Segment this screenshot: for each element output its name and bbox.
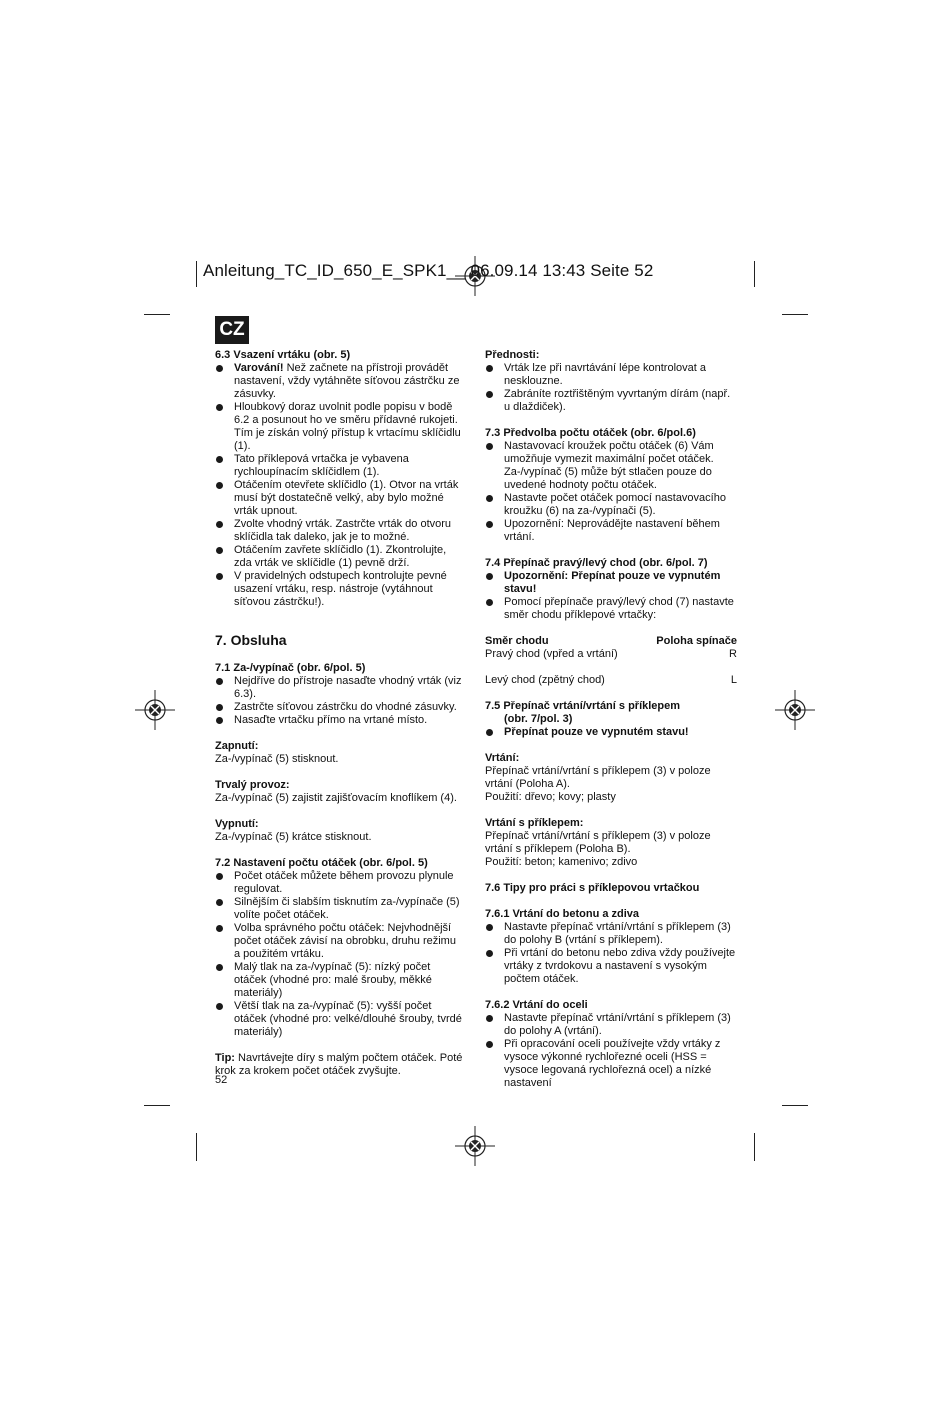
list-item: Nasaďte vrtačku přímo na vrtané místo. xyxy=(215,714,465,727)
table-row xyxy=(485,648,737,661)
section-title: 7.5 Přepínač vrtání/vrtání s příklepem xyxy=(485,700,681,712)
table-row xyxy=(485,674,737,687)
list-item: Při opracování oceli používejte vždy vrtáky z vysoce výkonné rychlořezné oceli (HSS = vysoce legovaná rychlořezná ocel) a nízké nastavení xyxy=(485,1038,737,1090)
list-item: Zvolte vhodný vrták. Zastrčte vrták do otvoru sklíčidla tak daleko, jak je to možné. xyxy=(215,518,465,544)
list-item: Volba správného počtu otáček: Nejvhodnější počet otáček závisí na obrobku, druhu režimu a použitém vrtáku. xyxy=(215,922,465,961)
page-number: 52 xyxy=(215,1074,228,1086)
language-tab: CZ xyxy=(215,316,249,344)
section-title: 7.6.1 Vrtání do betonu a zdiva xyxy=(485,908,640,920)
list-item: Přepínat pouze ve vypnutém stavu! xyxy=(485,726,737,739)
table-cell: Levý chod (zpětný chod) xyxy=(485,674,605,686)
list-item: Tato příklepová vrtačka je vybavena rychloupínacím sklíčidlem (1). xyxy=(215,453,465,479)
subheading: Vypnutí: xyxy=(215,818,259,830)
crop-mark xyxy=(754,261,755,287)
list-item: Silnějším či slabším tisknutím za-/vypínače (5) volíte počet otáček. xyxy=(215,896,465,922)
crop-mark xyxy=(782,314,808,315)
paragraph: Za-/vypínač (5) stisknout. xyxy=(215,753,339,765)
section-title-cont: (obr. 7/pol. 3) xyxy=(504,713,573,725)
print-slug-header: Anleitung_TC_ID_650_E_SPK1__ 06.09.14 13:43 Seite 52 xyxy=(203,261,654,280)
crop-mark xyxy=(144,1105,170,1106)
section-title: 7.6.2 Vrtání do oceli xyxy=(485,999,588,1011)
list-item: Nastavte přepínač vrtání/vrtání s příklepem (3) do polohy A (vrtání). xyxy=(485,1012,737,1038)
chapter-title: 7. Obsluha xyxy=(215,632,287,648)
table-cell: R xyxy=(729,648,737,660)
subheading: Zapnutí: xyxy=(215,740,259,752)
registration-mark-icon xyxy=(775,690,815,730)
crop-mark xyxy=(754,1133,755,1161)
section-title: 7.6 Tipy pro práci s příklepovou vrtačkou xyxy=(485,882,700,894)
section-title: 7.1 Za-/vypínač (obr. 6/pol. 5) xyxy=(215,662,366,674)
tip-label: Tip: xyxy=(215,1052,235,1064)
list-item: Počet otáček můžete během provozu plynule regulovat. xyxy=(215,870,465,896)
list-item: Při vrtání do betonu nebo zdiva vždy používejte vrtáky z tvrdokovu a nastavení s vysokým počtem otáček. xyxy=(485,947,737,986)
registration-mark-icon xyxy=(455,1126,495,1166)
list-item: Pomocí přepínače pravý/levý chod (7) nastavte směr chodu příklepové vrtačky: xyxy=(485,596,737,622)
section-title: 7.2 Nastavení počtu otáček (obr. 6/pol. 5) xyxy=(215,857,428,869)
right-column xyxy=(485,349,737,1090)
crop-mark xyxy=(196,261,197,287)
subheading: Vrtání: xyxy=(485,752,520,764)
list-item: Nejdříve do přístroje nasaďte vhodný vrták (viz 6.3). xyxy=(215,675,465,701)
subheading: Trvalý provoz: xyxy=(215,779,290,791)
section-title: 7.4 Přepínač pravý/levý chod (obr. 6/pol. 7) xyxy=(485,557,708,569)
subheading: Přednosti: xyxy=(485,349,540,361)
section-title: 6.3 Vsazení vrtáku (obr. 5) xyxy=(215,349,351,361)
list-item: Otáčením otevřete sklíčidlo (1). Otvor na vrták musí být dostatečně velký, aby bylo možné vrták upnout. xyxy=(215,479,465,518)
list-item: Vrták lze při navrtávání lépe kontrolovat a nesklouzne. xyxy=(485,362,737,388)
list-item: Nastavte počet otáček pomocí nastavovacího kroužku (6) na za-/vypínači (5). xyxy=(485,492,737,518)
list-item xyxy=(215,362,465,401)
list-item: Nastavovací kroužek počtu otáček (6) Vám umožňuje vymezit maximální počet otáček. Za-/vypínač (5) může být stlačen pouze do uvedené hodnoty počtu otáček. xyxy=(485,440,737,492)
paragraph: Použití: dřevo; kovy; plasty xyxy=(485,791,616,803)
paragraph: Přepínač vrtání/vrtání s příklepem (3) v poloze vrtání (Poloha A). xyxy=(485,765,711,790)
list-item: Malý tlak na za-/vypínač (5): nízký počet otáček (vhodné pro: malé šrouby, měkké materiály) xyxy=(215,961,465,1000)
table-header-cell: Směr chodu xyxy=(485,635,549,647)
crop-mark xyxy=(144,314,170,315)
table-header-cell: Poloha spínače xyxy=(656,635,737,647)
list-item: Větší tlak na za-/vypínač (5): vyšší počet otáček (vhodné pro: velké/dlouhé šrouby, tvrdé materiály) xyxy=(215,1000,465,1039)
list-item: Upozornění: Přepínat pouze ve vypnutém stavu! xyxy=(485,570,737,596)
crop-mark xyxy=(782,1105,808,1106)
subheading: Vrtání s příklepem: xyxy=(485,817,584,829)
paragraph: Za-/vypínač (5) zajistit zajišťovacím knoflíkem (4). xyxy=(215,792,457,804)
section-title: 7.3 Předvolba počtu otáček (obr. 6/pol.6) xyxy=(485,427,696,439)
list-item: Hloubkový doraz uvolnit podle popisu v bodě 6.2 a posunout ho ve směru přídavné rukojeti. Tím je získán volný přístup k vrtacímu sklíčidlu (1). xyxy=(215,401,465,453)
paragraph: Za-/vypínač (5) krátce stisknout. xyxy=(215,831,372,843)
list-item: Upozornění: Neprovádějte nastavení během vrtání. xyxy=(485,518,737,544)
registration-mark-icon xyxy=(135,690,175,730)
tip-paragraph xyxy=(215,1052,465,1078)
left-column xyxy=(215,349,465,1078)
table-cell: L xyxy=(730,674,737,686)
table-header xyxy=(485,635,737,648)
list-item: Zastrčte síťovou zástrčku do vhodné zásuvky. xyxy=(215,701,465,714)
table-cell: Pravý chod (vpřed a vrtání) xyxy=(485,648,618,660)
list-item-text: Než začnete na přístroji provádět nastavení, vždy vytáhněte síťovou zástrčku ze zásuvky. xyxy=(234,362,460,400)
list-item: V pravidelných odstupech kontrolujte pevné usazení vrtáku, resp. nástroje (vytáhnout síťovou zástrčku!). xyxy=(215,570,465,609)
paragraph: Použití: beton; kamenivo; zdivo xyxy=(485,856,638,868)
crop-mark xyxy=(196,1133,197,1161)
tip-text: Navrtávejte díry s malým počtem otáček. Poté krok za krokem počet otáček zvyšujte. xyxy=(215,1052,463,1077)
list-item: Zabráníte roztřištěným vyvrtaným dírám (např. u dlaždiček). xyxy=(485,388,737,414)
paragraph: Přepínač vrtání/vrtání s příklepem (3) v poloze vrtání s příklepem (Poloha B). xyxy=(485,830,711,855)
list-item: Otáčením zavřete sklíčidlo (1). Zkontrolujte, zda vrták ve sklíčidle (1) pevně drží. xyxy=(215,544,465,570)
warning-label: Varování! xyxy=(234,362,284,374)
list-item: Nastavte přepínač vrtání/vrtání s příklepem (3) do polohy B (vrtání s příklepem). xyxy=(485,921,737,947)
